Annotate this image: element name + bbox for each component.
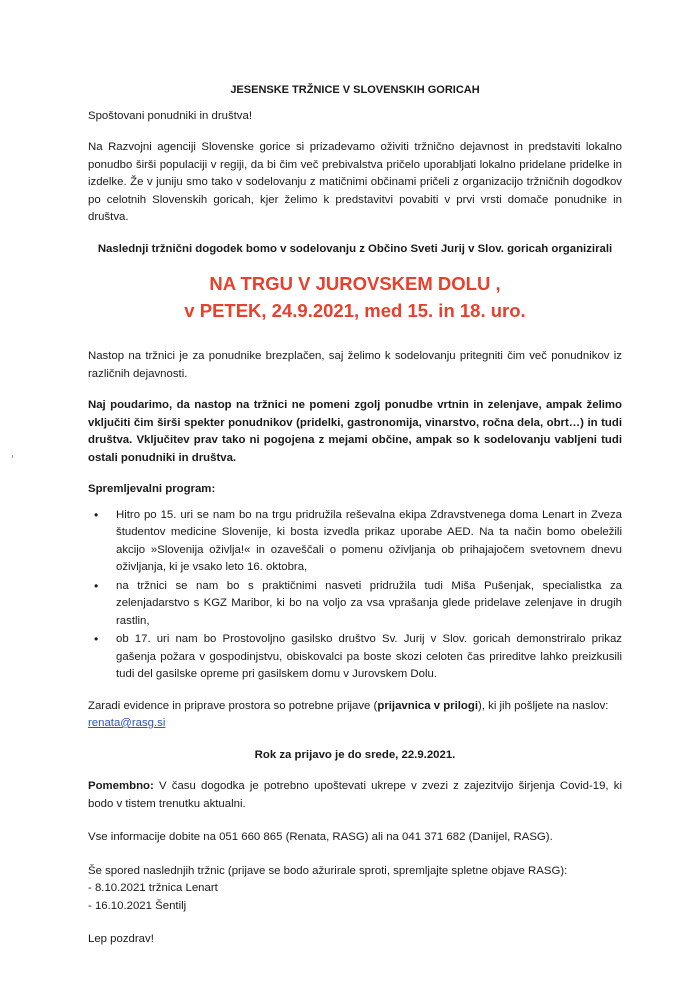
greeting: Spoštovani ponudniki in društva! xyxy=(88,109,253,122)
event-datetime: v PETEK, 24.9.2021, med 15. in 18. uro. xyxy=(184,300,526,321)
bullet-icon: • xyxy=(94,632,99,646)
letter-body xyxy=(88,82,622,949)
free-participation-paragraph: Nastop na tržnici je za ponudnike brezplačen, saj želimo k sodelovanju pritegniti čim več ponudnikov iz različnih dejavnosti. xyxy=(88,350,622,380)
bullet-icon: • xyxy=(94,578,99,593)
scan-speck xyxy=(12,455,13,458)
important-label: Pomembno: xyxy=(88,780,154,792)
contact-info: Vse informacije dobite na 051 660 865 (Renata, RASG) ali na 041 371 682 (Danijel, RASG). xyxy=(88,831,553,843)
closing: Lep pozdrav! xyxy=(88,933,154,945)
emphasis-paragraph: Naj poudarimo, da nastop na tržnici ne pomeni zgolj ponudbe vrtnin in zelenjave, ampak želimo vključiti čim širši spekter ponudnikov (pridelki, gastronomija, vinarstvo, ročna dela, obrt…) in tudi društva. Vključitev prav tako ni pogojena z mejami občine, ampak so k sodelovanju vabljeni tudi ostali ponudniki in društva. xyxy=(88,399,622,464)
schedule-list xyxy=(88,880,622,915)
email-link[interactable]: renata@rasg.si xyxy=(88,717,166,729)
important-note: Pomembno: V času dogodka je potrebno upoštevati ukrepe v zvezi z zajezitvijo širjenja Covid-19, ki bodo v tistem trenutku aktualni. xyxy=(88,780,622,810)
next-event-line: Naslednji tržnični dogodek bomo v sodelovanju z Občino Sveti Jurij v Slov. goricah organizirali xyxy=(97,242,613,255)
event-headline xyxy=(88,270,622,324)
deadline: Rok za prijavo je do srede, 22.9.2021. xyxy=(254,748,456,761)
bullet-icon: • xyxy=(94,507,99,522)
registration-form-note: prijavnica v prilogi xyxy=(377,699,479,712)
schedule-heading: Še spored naslednjih tržnic (prijave se bodo ažurirale sproti, spremljajte spletne objave RASG): xyxy=(88,864,568,877)
program-item: • na tržnici se nam bo s praktičnimi nasveti pridružila tudi Miša Pušenjak, specialistka za zelenjadarstvo s KGZ Maribor, ki bo na voljo za vsa vprašanja glede pridelave zelenjave in drugih rastlin, xyxy=(94,578,622,627)
program-item: • ob 17. uri nam bo Prostovoljno gasilsko društvo Sv. Jurij v Slov. goricah demonstriralo prikaz gašenja požara v gospodinjstvu, obiskovalci pa boste skozi celoten čas prireditve lahko preizkusili tudi del gasilske opreme pri gasilskem domu v Jurovskem Dolu. xyxy=(94,632,622,680)
schedule-item: - 8.10.2021 tržnica Lenart xyxy=(88,882,218,894)
program-list xyxy=(88,507,622,684)
event-location: NA TRGU V JUROVSKEM DOLU , xyxy=(209,273,501,294)
intro-paragraph: Na Razvojni agenciji Slovenske gorice si prizadevamo oživiti tržnično dejavnost in predstaviti lokalno ponudbo širši populaciji v regiji, da bi čim več prebivalstva pričelo uporabljati lokalno pridelane pridelke in izdelke. Že v juniju smo tako v sodelovanju z matičnimi občinami pričeli z organizacijo tržničnih dogodkov po celotnih Slovenskih goricah, kjer želimo k predstavitvi povabiti v prvi vrsti domače ponudnike in društva. xyxy=(88,141,622,223)
schedule-item: - 16.10.2021 Šentilj xyxy=(88,899,187,912)
program-heading: Spremljevalni program: xyxy=(88,483,216,495)
program-item: • Hitro po 15. uri se nam bo na trgu pridružila reševalna ekipa Zdravstvenega doma Lenart in Zveza študentov medicine Slovenije, ki bosta izvedla prikaz uporabe AED. Na ta način bomo obeležili akcijo »Slovenija oživlja!« in ozaveščali o pomenu oživljanja ob prihajajočem svetovnem dnevu oživljanja, ki je vsako leto 16. oktobra, xyxy=(94,507,622,573)
registration-paragraph: Zaradi evidence in priprave prostora so potrebne prijave (prijavnica v prilogi), ki jih pošljete na naslov: renata@rasg.si xyxy=(88,699,609,729)
page-title: JESENSKE TRŽNICE V SLOVENSKIH GORICAH xyxy=(230,84,480,96)
